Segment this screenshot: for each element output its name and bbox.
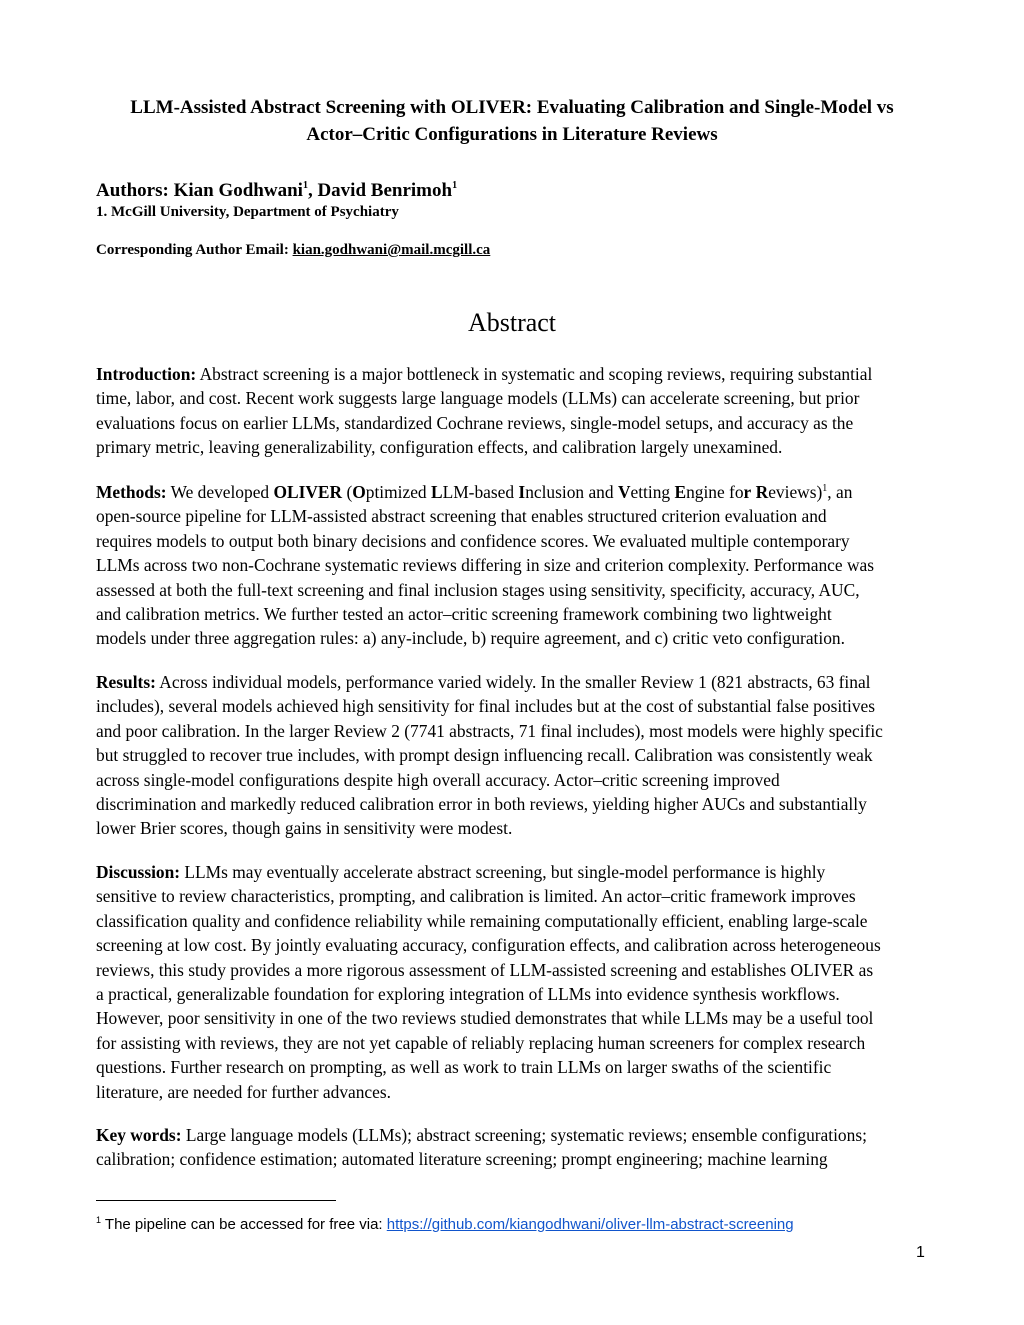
footnote-marker: 1 xyxy=(822,483,828,494)
results-paragraph: Results: Across individual models, performance varied widely. In the smaller Review 1 (821 abstracts, 63 final includes), several models achieved high sensitivity for final includes but at the cost of substantial false positives and poor calibration. In the larger Review 2 (7741 abstracts, 71 final includes), most models were highly specific but struggled to recover true includes, with prompt design influencing recall. Calibration was consistently weak across single-model configurations despite high overall accuracy. Actor–critic screening improved discrimination and markedly reduced calibration error in both reviews, yielding higher AUCs and substantially lower Brier scores, though gains in sensitivity were modest. xyxy=(96,672,883,839)
github-link[interactable]: https://github.com/kiangodhwani/oliver-llm-abstract-screening xyxy=(386,1216,794,1233)
keywords-paragraph: Key words: Large language models (LLMs); abstract screening; systematic reviews; ensemble configurations; calibration; confidence estimation; automated literature screening; prompt engineering; machine learning xyxy=(96,1125,867,1170)
footnote: $^1$ The pipeline can be accessed for free via: https://github.com/kiangodhwani/oliver-llm-abstract-screening xyxy=(96,1215,794,1233)
corresponding-email-link[interactable]: kian.godhwani@mail.mcgill.ca xyxy=(292,242,491,258)
footnote-divider xyxy=(96,1200,336,1201)
authors-line: Authors: Kian Godhwani$^1$, David Benrimoh$^1$ xyxy=(96,180,458,201)
paper-title xyxy=(96,94,928,148)
results-label: Results: xyxy=(96,672,156,692)
page-number: 1 xyxy=(916,1244,925,1261)
corresponding-author xyxy=(96,240,490,260)
discussion-label: Discussion: xyxy=(96,862,181,882)
author2-affiliation-marker: 1 xyxy=(452,180,458,191)
title-line-2: Actor–Critic Configurations in Literature Reviews xyxy=(306,124,718,145)
methods-label: Methods: xyxy=(96,482,167,502)
methods-paragraph: Methods: We developed OLIVER (Optimized LLM-based Inclusion and Vetting Engine for Reviews)$^1$, an open-source pipeline for LLM-assisted abstract screening that enables structured criterion evaluation and requires models to output both binary decisions and confidence scores. We evaluated multiple contemporary LLMs across two non-Cochrane systematic reviews differing in size and criterion complexity. Performance was assessed at both the full-text screening and final inclusion stages using sensitivity, specificity, accuracy, AUC, and calibration metrics. We further tested an actor–critic screening framework combining two lightweight models under three aggregation rules: a) any-include, b) require agreement, and c) critic veto configuration. xyxy=(96,482,874,649)
corresponding-label: Corresponding Author Email: xyxy=(96,242,293,258)
introduction-label: Introduction: xyxy=(96,364,197,384)
oliver-name: OLIVER xyxy=(273,482,343,502)
introduction-paragraph: Introduction: Abstract screening is a major bottleneck in systematic and scoping reviews, requiring substantial time, labor, and cost. Recent work suggests large language models (LLMs) can accelerate screening, but prior evaluations focus on earlier LLMs, standardized Cochrane reviews, single-model setups, and accuracy as the primary metric, leaving generalizability, configuration effects, and calibration largely unexamined. xyxy=(96,364,873,458)
title-line-1: LLM-Assisted Abstract Screening with OLIVER: Evaluating Calibration and Single-Model vs xyxy=(130,97,894,118)
discussion-paragraph: Discussion: LLMs may eventually accelerate abstract screening, but single-model performance is highly sensitive to review characteristics, prompting, and calibration is limited. An actor–critic framework improves classification quality and confidence reliability while remaining computationally efficient, enabling large-scale screening at low cost. By jointly evaluating accuracy, configuration effects, and calibration across heterogeneous reviews, this study provides a more rigorous assessment of LLM-assisted screening and establishes OLIVER as a practical, generalizable foundation for exploring integration of LLMs into evidence synthesis workflows. However, poor sensitivity in one of the two reviews studied demonstrates that while LLMs may be a useful tool for assisting with reviews, they are not yet capable of reliably replacing human screeners for complex research questions. Further research on prompting, as well as work to train LLMs on larger swaths of the scientific literature, are needed for further advances. xyxy=(96,862,881,1102)
keywords-label: Key words: xyxy=(96,1125,182,1145)
abstract-heading: Abstract xyxy=(467,308,557,337)
author1-affiliation-marker: 1 xyxy=(302,180,308,191)
affiliation: 1. McGill University, Department of Psychiatry xyxy=(96,204,399,220)
